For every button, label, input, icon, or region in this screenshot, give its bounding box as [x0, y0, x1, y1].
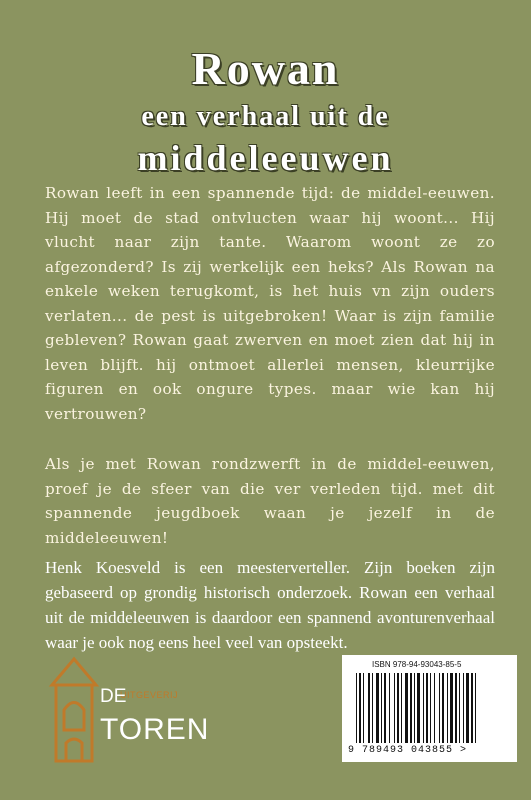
book-title: Rowan	[191, 43, 340, 94]
author-paragraph: Henk Koesveld is een meesterverteller. Zijn boeken zijn gebaseerd op grondig historisch onderzoek. Rowan een verhaal uit de middeleeuwen is daardoor een spannend avonturenverhaal waar je ook nog eens heel veel van opsteekt.	[45, 558, 495, 652]
title-block	[0, 44, 531, 178]
book-subtitle: een verhaal uit de	[141, 101, 390, 132]
publisher-de: DE	[100, 686, 127, 707]
publisher-small-label: UITGEVERIJ	[120, 690, 179, 700]
barcode-box	[342, 655, 517, 762]
isbn-text: ISBN 978-94-93043-85-5	[372, 660, 462, 669]
barcode-digits: 9 789493 043855 >	[348, 745, 468, 756]
book-subtitle-2: middeleeuwen	[137, 138, 394, 178]
blurb-paragraph-1: Rowan leeft in een spannende tijd: de middel-eeuwen. Hij moet de stad ontvlucten waar hij woont... Hij vlucht naar zijn tante. Waarom woont ze zo afgezonderd? Is zij werkelijk een heks? Als Rowan na enkele weken terugkomt, is het huis vn zijn ouders verlaten... de pest is uitgebroken! Waar is zijn familie gebleven? Rowan gaat zwerven en moet zien dat hij in leven blijft. hij ontmoet allerlei mensen, kleurrijke figuren en ook ongure types. maar wie kan hij vertrouwen?	[45, 184, 495, 423]
publisher-toren: TOREN	[100, 713, 210, 746]
blurb-paragraph-2: Als je met Rowan rondzwerft in de middel-eeuwen, proef je de sfeer van die ver verleden tijd. met dit spannende jeugdboek waan je jezelf in de middeleeuwen!	[45, 455, 495, 547]
barcode-icon	[356, 673, 504, 745]
tower-logo-icon	[44, 655, 204, 765]
